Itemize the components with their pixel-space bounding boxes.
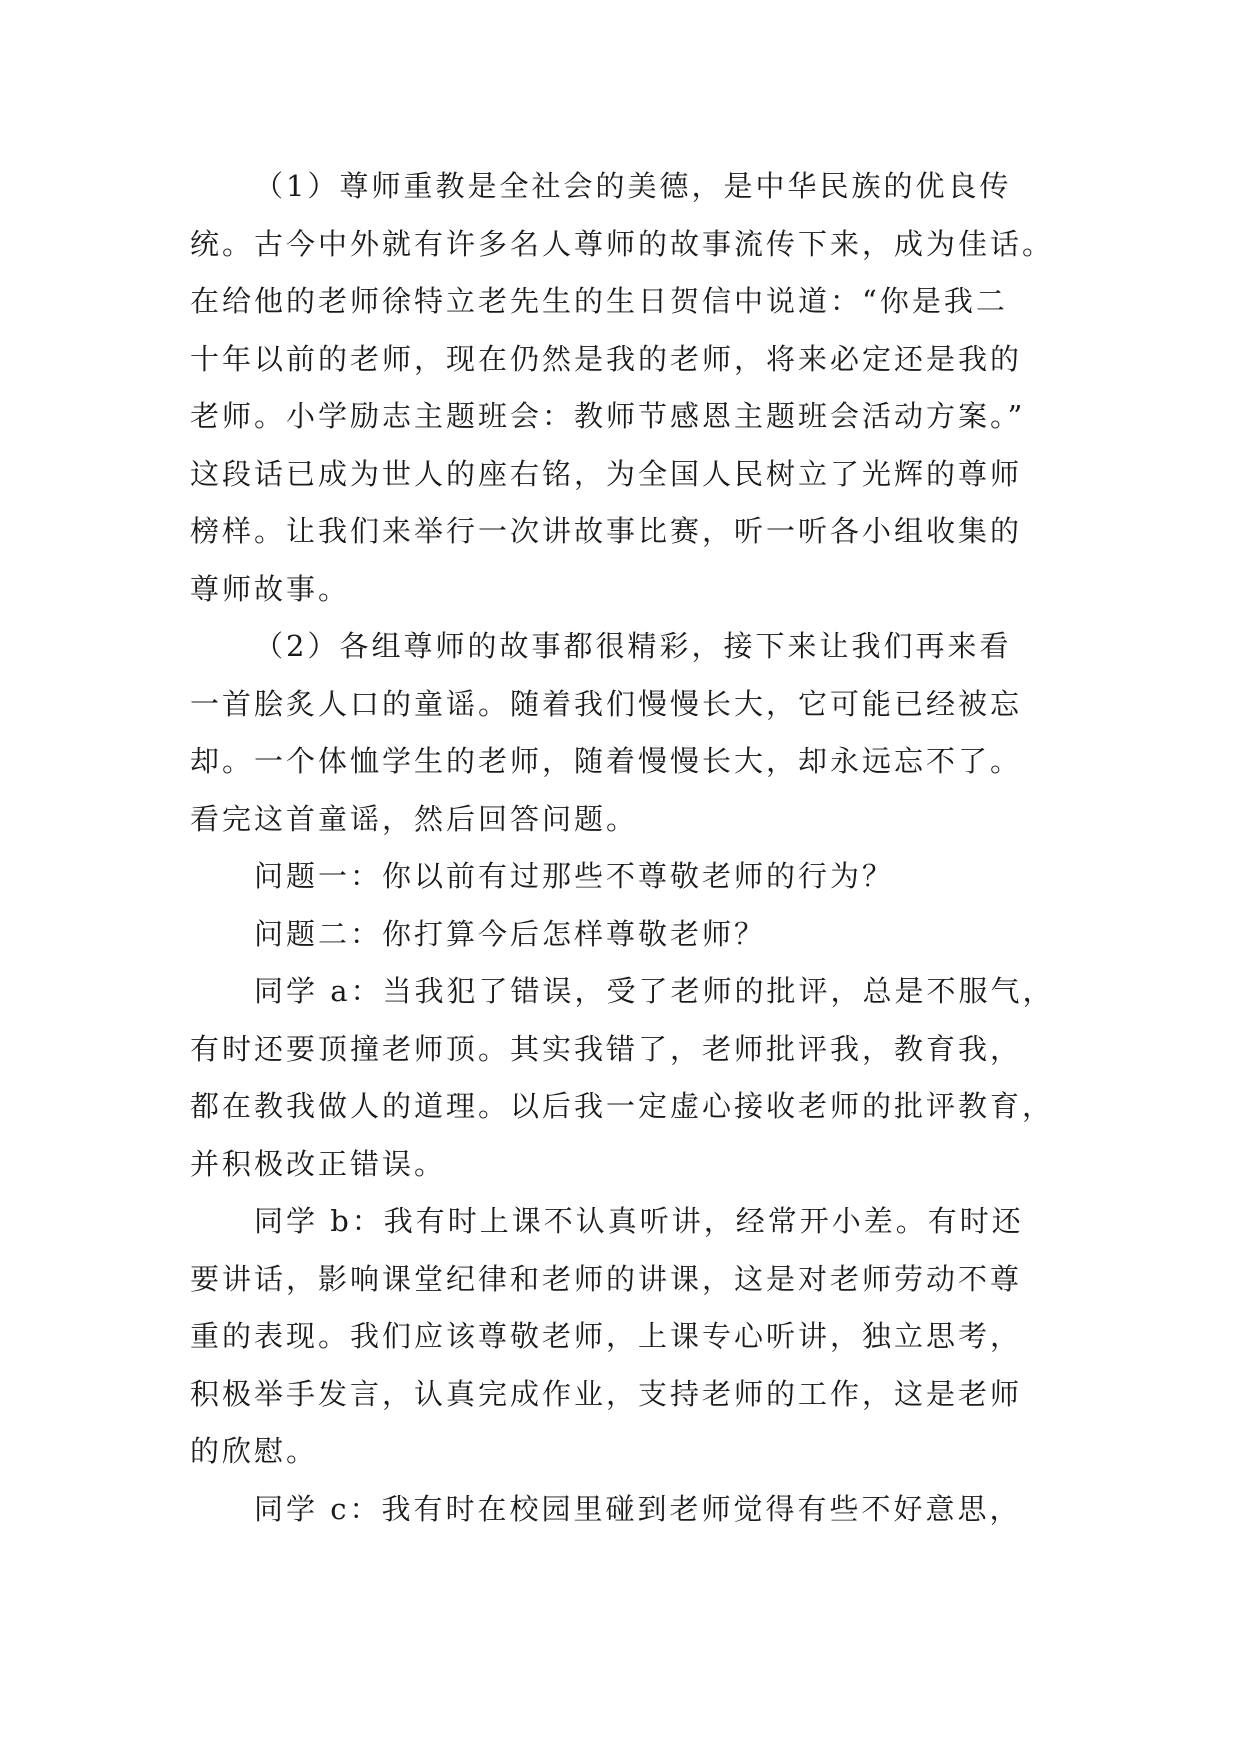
student-a-line-4: 并积极改正错误。 <box>190 1146 447 1181</box>
student-b-line-5: 的欣慰。 <box>190 1434 319 1468</box>
paragraph-2-line-3: 却。一个体恤学生的老师，随着慢慢长大，却永远忘不了。 <box>190 744 1023 778</box>
paragraph-1-line-4: 十年以前的老师，现在仍然是我的老师，将来必定还是我的 <box>190 341 1023 376</box>
student-b-line-1: 同学 b：我有时上课不认真听讲，经常开小差。有时还 <box>254 1204 1024 1238</box>
student-b-line-4: 积极举手发言，认真完成作业，支持老师的工作，这是老师 <box>190 1376 1023 1411</box>
question-one: 问题一：你以前有过那些不尊敬老师的行为？ <box>254 859 895 893</box>
student-a-line-2: 有时还要顶撞老师顶。其实我错了，老师批评我，教育我， <box>190 1031 1023 1066</box>
paragraph-1-line-8: 尊师故事。 <box>190 571 351 606</box>
student-a-line-1: 同学 a：当我犯了错误，受了老师的批评，总是不服气， <box>254 974 1055 1008</box>
question-two: 问题二：你打算今后怎样尊敬老师？ <box>254 916 767 951</box>
paragraph-1-line-2: 统。古今中外就有许多名人尊师的故事流传下来，成为佳话。 <box>190 226 1055 261</box>
student-a-line-3: 都在教我做人的道理。以后我一定虚心接收老师的批评教育， <box>190 1089 1055 1123</box>
document-body <box>190 158 1068 1538</box>
paragraph-1-line-1: （1）尊师重教是全社会的美德，是中华民族的优良传 <box>254 169 1012 203</box>
paragraph-1-line-7: 榜样。让我们来举行一次讲故事比赛，听一听各小组收集的 <box>190 514 1023 548</box>
paragraph-2-line-2: 一首脍炙人口的童谣。随着我们慢慢长大，它可能已经被忘 <box>190 686 1023 721</box>
paragraph-2-line-1: （2）各组尊师的故事都很精彩，接下来让我们再来看 <box>254 629 1012 663</box>
student-b-line-2: 要讲话，影响课堂纪律和老师的讲课，这是对老师劳动不尊 <box>190 1261 1023 1296</box>
student-c-line-1: 同学 c：我有时在校园里碰到老师觉得有些不好意思， <box>254 1491 1022 1526</box>
paragraph-1-line-5: 老师。小学励志主题班会：教师节感恩主题班会活动方案。” <box>190 399 1026 433</box>
student-b-line-3: 重的表现。我们应该尊敬老师，上课专心听讲，独立思考， <box>190 1319 1023 1353</box>
paragraph-1-line-3: 在给他的老师徐特立老先生的生日贺信中说道：“你是我二 <box>190 284 1008 318</box>
paragraph-2-line-4: 看完这首童谣，然后回答问题。 <box>190 801 639 836</box>
paragraph-1-line-6: 这段话已成为世人的座右铭，为全国人民树立了光辉的尊师 <box>190 456 1023 491</box>
